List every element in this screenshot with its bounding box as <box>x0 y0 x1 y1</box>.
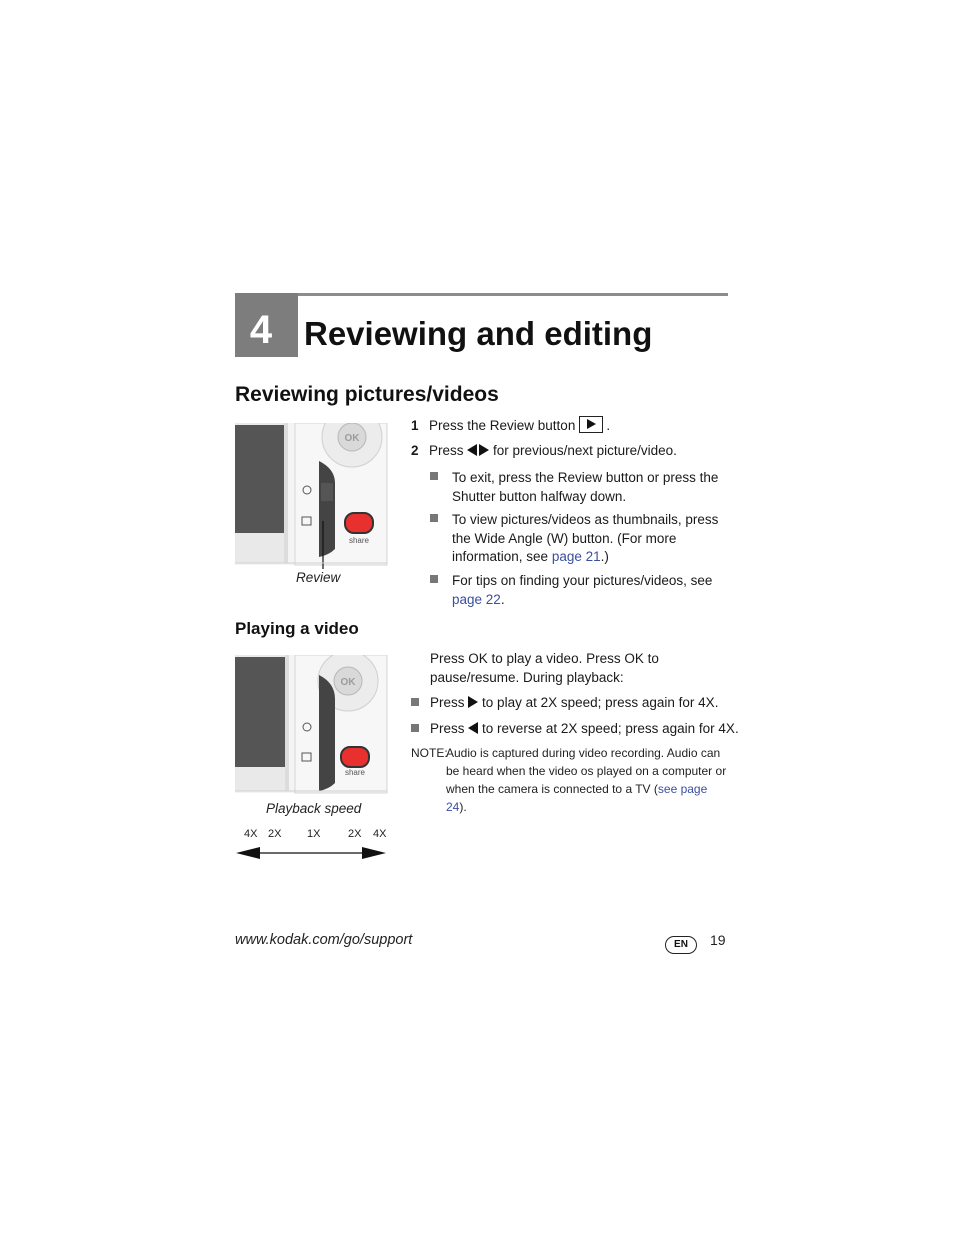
play-triangle-icon <box>579 416 603 433</box>
svg-text:OK: OK <box>340 677 356 688</box>
bullet-square <box>411 724 419 732</box>
left-triangle-icon <box>467 444 477 456</box>
figure-caption-review: Review <box>296 570 341 585</box>
language-badge: EN <box>665 936 697 954</box>
camera-back-figure-playback <box>235 655 395 795</box>
speed-label: 1X <box>307 828 321 840</box>
camera-back-figure-review <box>235 423 405 571</box>
speed-label: 2X <box>268 828 282 840</box>
step-2: 2 Press for previous/next picture/video. <box>411 442 677 461</box>
step-number: 1 <box>411 418 419 433</box>
page-number: 19 <box>710 932 726 948</box>
note-label: NOTE: <box>411 746 448 760</box>
speed-label: 2X <box>348 828 362 840</box>
bullet-square <box>430 472 438 480</box>
video-intro: Press OK to play a video. Press OK to pause/resume. During playback: <box>430 651 659 685</box>
note-text: Audio is captured during video recording. Audio can be heard when the video os played on a computer or when the camera is connected to a TV (see page 24). <box>446 746 727 814</box>
chapter-number: 4 <box>249 308 273 352</box>
chapter-rule <box>235 293 728 296</box>
speed-label: 4X <box>373 828 387 840</box>
bullet-square <box>430 575 438 583</box>
section-title: Reviewing pictures/videos <box>235 383 499 406</box>
svg-text:share: share <box>348 536 370 545</box>
step-number: 2 <box>411 443 419 458</box>
step-1: 1 Press the Review button . <box>411 416 610 436</box>
step-text: Press the Review button <box>429 418 576 433</box>
figure-caption-playback-speed: Playback speed <box>266 801 362 816</box>
svg-text:OK: OK <box>344 433 360 444</box>
see-page-24-link[interactable]: see page 24 <box>446 782 708 814</box>
bullet-square <box>430 514 438 522</box>
page-22-link[interactable]: page 22 <box>452 591 501 607</box>
footer-url[interactable]: www.kodak.com/go/support <box>235 932 413 948</box>
chapter-title: Reviewing and editing <box>304 315 653 352</box>
speed-label: 4X <box>244 828 258 840</box>
right-triangle-icon <box>479 444 489 456</box>
left-triangle-icon <box>468 722 478 734</box>
right-triangle-icon <box>468 696 478 708</box>
page-21-link[interactable]: page 21 <box>551 549 601 564</box>
speed-arrow <box>236 844 388 862</box>
svg-text:share: share <box>344 768 366 777</box>
subsection-title: Playing a video <box>235 619 359 638</box>
bullet-square <box>411 698 419 706</box>
